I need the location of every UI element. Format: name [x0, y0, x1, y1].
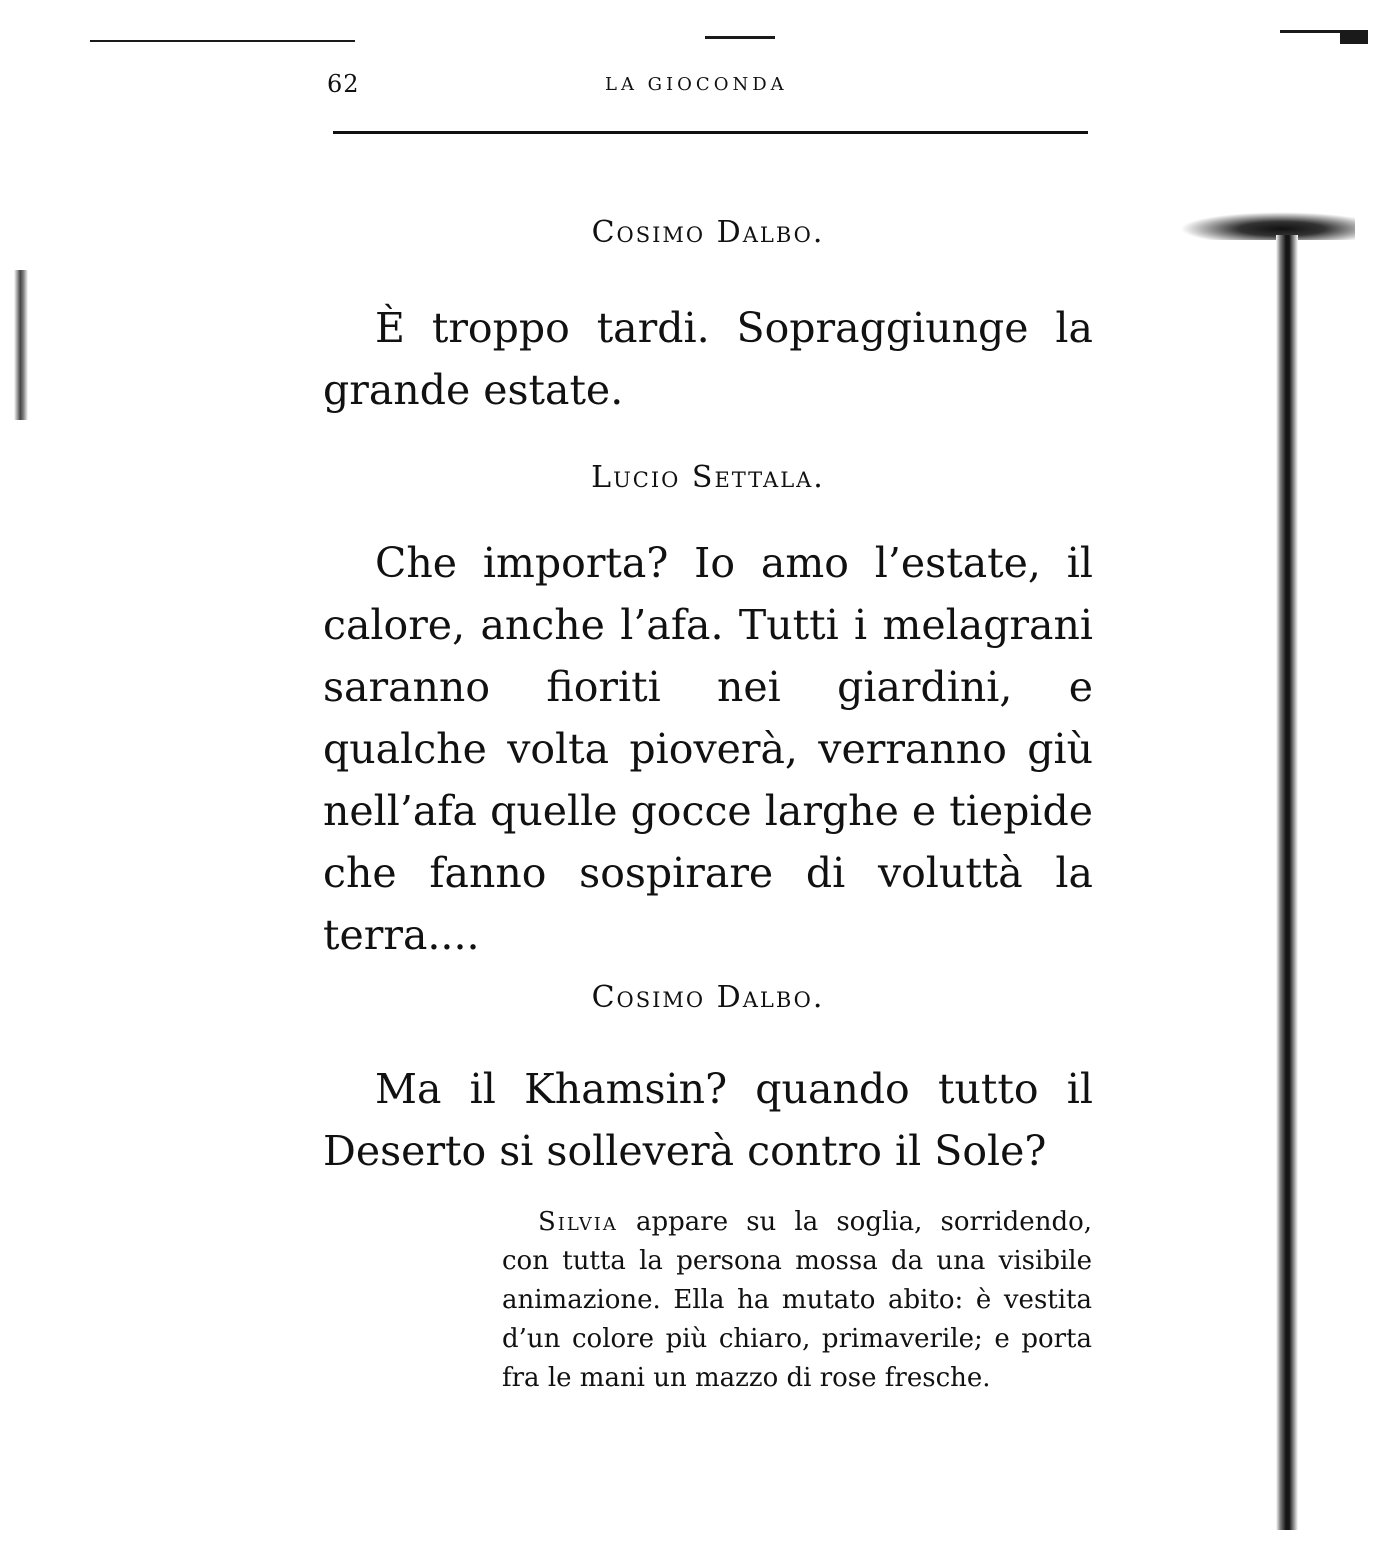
speech-text: È troppo tardi. Sopraggiunge la grande estate.: [323, 304, 1093, 414]
scan-artifact-corner: [1340, 30, 1368, 44]
page-number: 62: [327, 70, 360, 98]
scan-artifact-top-center: [705, 36, 775, 39]
header-rule: [333, 131, 1088, 134]
stage-direction: [502, 1203, 1092, 1398]
speech-text: Che importa? Io amo l’estate, il calore, anche l’afa. Tutti i melagrani saranno fioriti nei giardini, e qualche volta pioverà, verranno giù nell’afa quelle gocce larghe e tiepide che fanno sospirare di voluttà la terra....: [323, 539, 1093, 959]
scan-artifact-left-margin: [14, 270, 28, 420]
speaker-name: Cosimo Dalbo.: [591, 215, 825, 250]
speaker-name: Cosimo Dalbo.: [591, 980, 825, 1015]
running-title: LA GIOCONDA: [605, 74, 788, 95]
speaker-name: Lucio Settala.: [591, 460, 825, 495]
stage-direction-text: appare su la soglia, sorridendo, con tutta la persona mossa da una visibile animazione. Ella ha mutato abito: è vestita d’un colore più chiaro, primaverile; e porta fra le mani un mazzo di rose fresche.: [502, 1207, 1092, 1393]
stage-direction-character: Silvia: [538, 1207, 618, 1237]
scan-artifact-top-left: [90, 40, 355, 42]
speech-text: Ma il Khamsin? quando tutto il Deserto si solleverà contro il Sole?: [323, 1065, 1093, 1175]
running-header: [323, 70, 1093, 110]
page-edge-shadow: [1276, 235, 1298, 1530]
page-edge-shadow-flare: [1180, 212, 1355, 240]
